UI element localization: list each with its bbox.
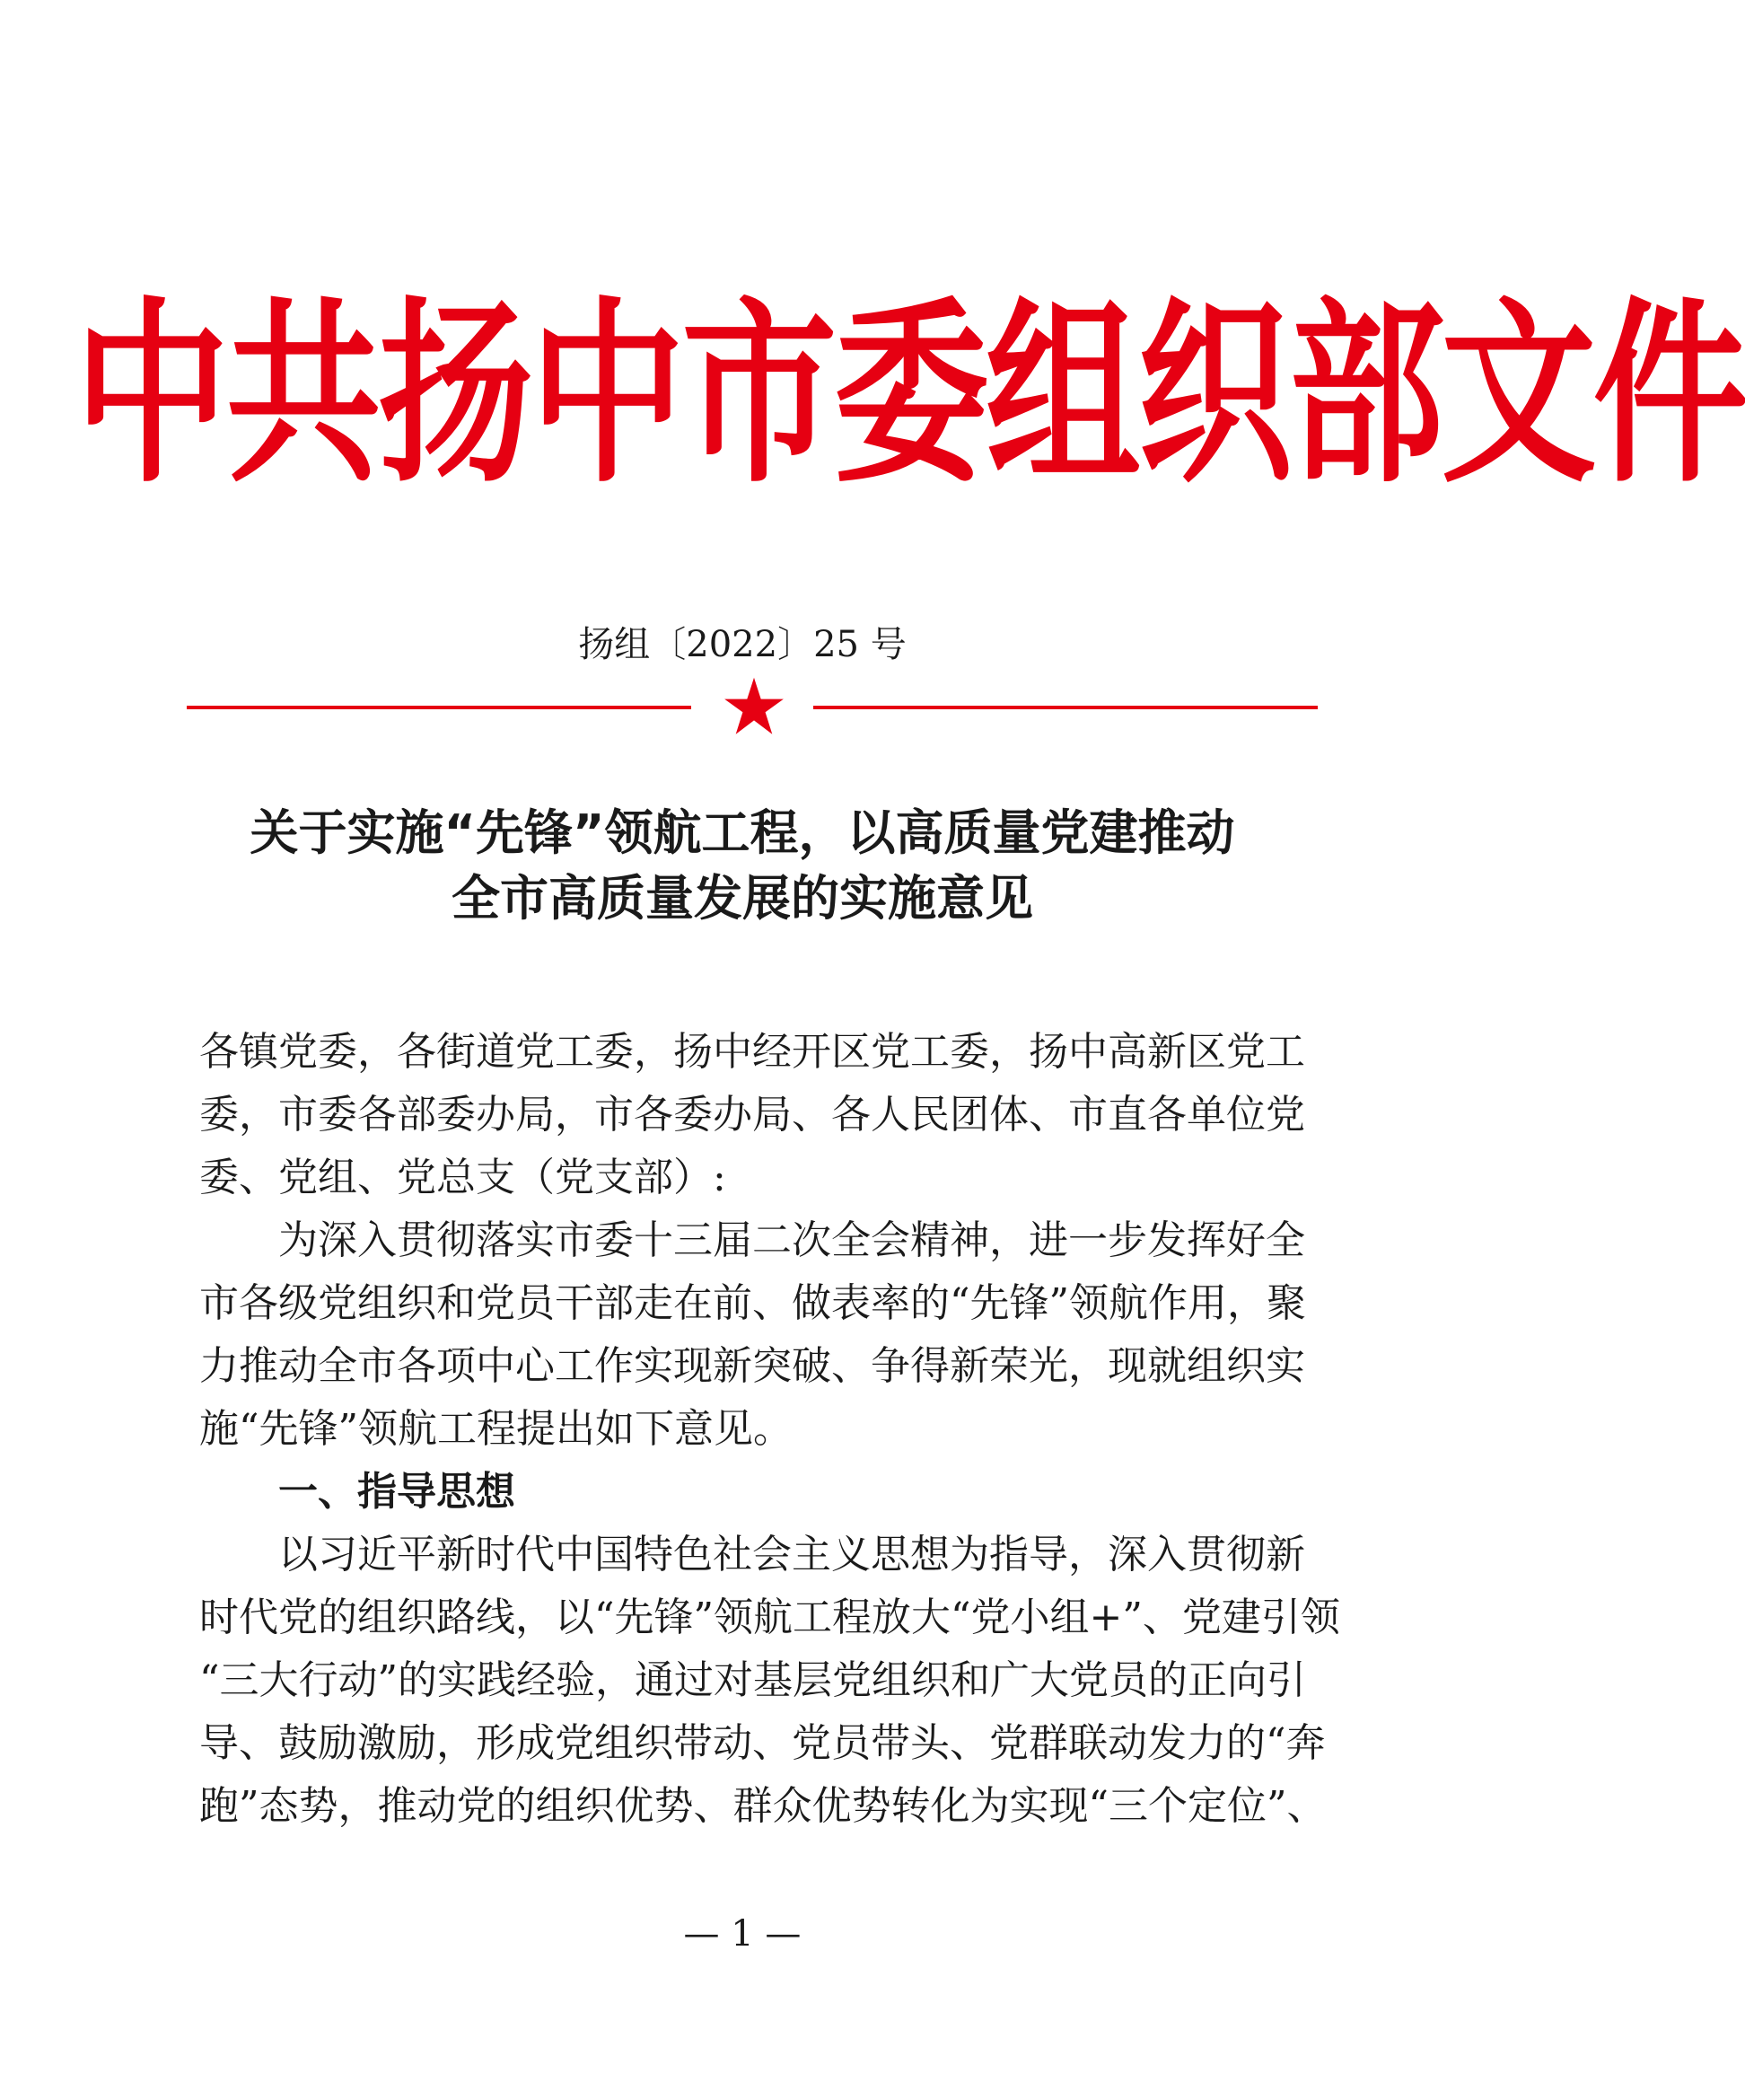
addressee-line: 各镇党委，各街道党工委，扬中经开区党工委，扬中高新区党工 bbox=[199, 1029, 1305, 1075]
paragraph-line: 导、鼓励激励，形成党组织带动、党员带头、党群联动发力的“奔 bbox=[199, 1720, 1326, 1766]
paragraph-line: 以习近平新时代中国特色社会主义思想为指导，深入贯彻新 bbox=[278, 1532, 1305, 1577]
paragraph-line: 施“先锋”领航工程提出如下意见。 bbox=[199, 1406, 793, 1452]
paragraph-line: 为深入贯彻落实市委十三届二次全会精神，进一步发挥好全 bbox=[278, 1217, 1305, 1263]
paragraph-line: “三大行动”的实践经验，通过对基层党组织和广大党员的正向引 bbox=[199, 1657, 1306, 1703]
addressee-line: 委、党组、党总支（党支部）: bbox=[199, 1155, 726, 1200]
document-masthead: 中共扬中市委组织部文件 bbox=[74, 279, 1745, 510]
document-title-line-1: 关于实施“先锋”领航工程，以高质量党建推动 bbox=[250, 804, 1235, 861]
paragraph-line: 跑”态势，推动党的组织优势、群众优势转化为实现“三个定位”、 bbox=[199, 1783, 1327, 1829]
document-title-line-2: 全市高质量发展的实施意见 bbox=[452, 870, 1033, 927]
document-number: 扬组〔2022〕25 号 bbox=[578, 624, 907, 665]
addressee-line: 委，市委各部委办局，市各委办局、各人民团体、市直各单位党 bbox=[199, 1092, 1305, 1138]
page-number: — 1 — bbox=[683, 1913, 802, 1955]
red-divider-right bbox=[813, 706, 1318, 709]
paragraph-line: 市各级党组织和党员干部走在前、做表率的“先锋”领航作用，聚 bbox=[199, 1280, 1306, 1326]
section-heading: 一、指导思想 bbox=[278, 1469, 515, 1515]
red-divider-left bbox=[187, 706, 691, 709]
paragraph-line: 力推动全市各项中心工作实现新突破、争得新荣光，现就组织实 bbox=[199, 1343, 1305, 1389]
paragraph-line: 时代党的组织路线，以“先锋”领航工程放大“党小组+”、党建引领 bbox=[199, 1595, 1340, 1640]
red-star-icon bbox=[723, 675, 785, 738]
